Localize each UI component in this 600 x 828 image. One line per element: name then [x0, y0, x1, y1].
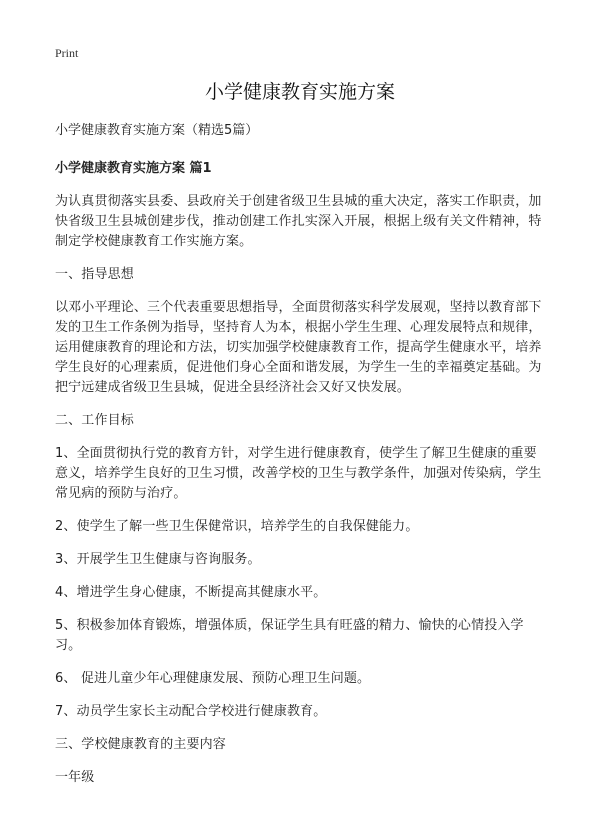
goal-item-1: 1、全面贯彻执行党的教育方针，对学生进行健康教育，使学生了解卫生健康的重要意义，培养学生良好的卫生习惯，改善学校的卫生与教学条件，加强对传染病，学生常见病的预防与治疗。 — [55, 446, 542, 501]
paragraph-intro: 为认真贯彻落实县委、县政府关于创建省级卫生县城的重大决定，落实工作职责，加快省级卫生县城创建步伐，推动创建工作扎实深入开展，根据上级有关文件精神，特制定学校健康教育工作实施方案。 — [55, 194, 542, 249]
section-title: 小学健康教育实施方案 篇1 — [55, 161, 212, 176]
goal-item-2: 2、使学生了解一些卫生保健常识，培养学生的自我保健能力。 — [55, 519, 419, 534]
goal-item-7: 7、动员学生家长主动配合学校进行健康教育。 — [55, 704, 327, 719]
document-title: 小学健康教育实施方案 — [204, 81, 395, 103]
goal-item-5: 5、积极参加体育锻炼，增强体质，保证学生具有旺盛的精力、愉快的心情投入学习。 — [55, 618, 524, 653]
document-body — [55, 78, 545, 801]
heading-work-goals: 二、工作目标 — [55, 413, 134, 428]
goal-item-6: 6、 促进儿童少年心理健康发展、预防心理卫生问题。 — [55, 671, 371, 686]
print-link[interactable]: Print — [55, 46, 79, 60]
document-subtitle: 小学健康教育实施方案（精选5篇） — [55, 123, 259, 138]
grade-one-label: 一年级 — [55, 770, 95, 785]
goal-item-4: 4、增进学生身心健康，不断提高其健康水平。 — [55, 585, 327, 600]
heading-main-content: 三、学校健康教育的主要内容 — [55, 737, 226, 752]
goal-item-3: 3、开展学生卫生健康与咨询服务。 — [55, 552, 261, 567]
heading-guiding-ideology: 一、指导思想 — [55, 267, 134, 282]
paragraph-guiding-ideology: 以邓小平理论、三个代表重要思想指导，全面贯彻落实科学发展观，坚持以教育部下发的卫生工作条例为指导，坚持育人为本，根据小学生生理、心理发展特点和规律，运用健康教育的理论和方法，切实加强学校健康教育工作，提高学生健康水平，培养学生良好的心理素质，促进他们身心全面和谐发展，为学生一生的幸福奠定基础。为把宁远建成省级卫生县城，促进全县经济社会又好又快发展。 — [55, 300, 542, 395]
